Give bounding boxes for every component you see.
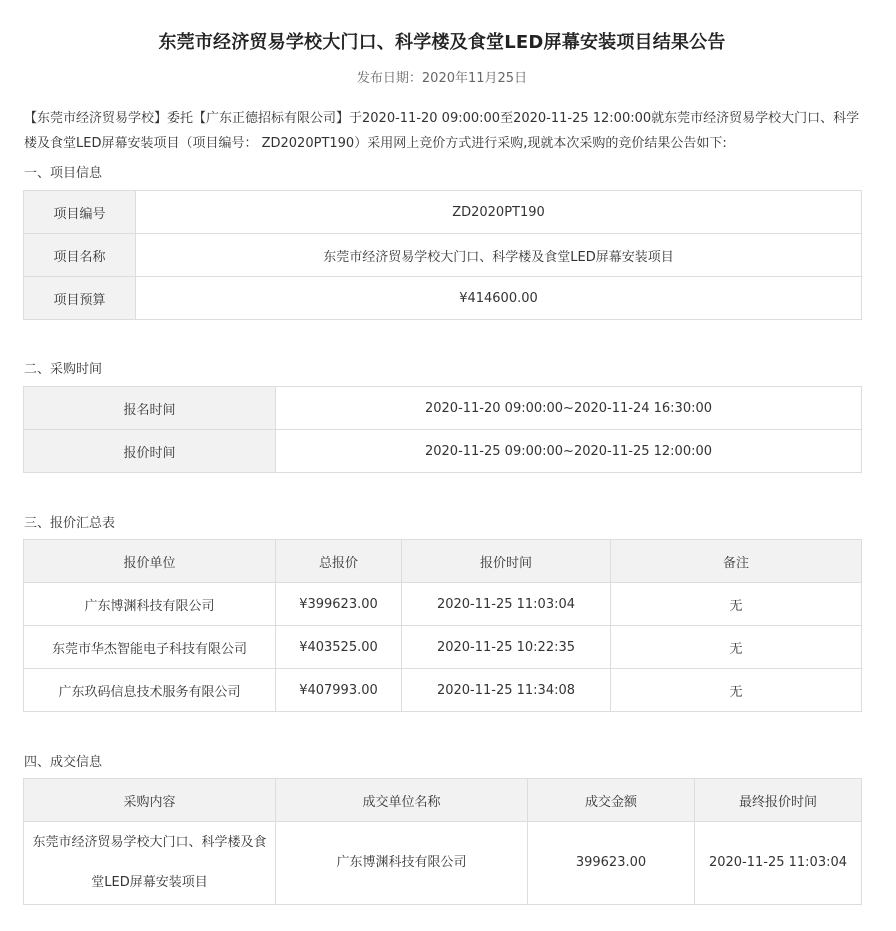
bid-amount: ¥399623.00 — [276, 583, 402, 626]
quote-time-value: 2020-11-25 09:00:00~2020-11-25 12:00:00 — [276, 430, 862, 473]
table-row — [24, 822, 862, 905]
project-name-label: 项目名称 — [24, 234, 136, 277]
bid-amount: ¥407993.00 — [276, 669, 402, 712]
deal-amount: 399623.00 — [528, 822, 695, 905]
bid-remark: 无 — [611, 626, 862, 669]
bid-time: 2020-11-25 10:22:35 — [402, 626, 611, 669]
column-header: 总报价 — [276, 540, 402, 583]
section-heading-time: 二、采购时间 — [24, 362, 103, 377]
intro-paragraph: 【东莞市经济贸易学校】委托【广东正德招标有限公司】于2020-11-20 09:00:00至2020-11-25 12:00:00就东莞市经济贸易学校大门口、科学楼及食堂LED屏幕安装项目（项目编号： ZD2020PT190）采用网上竞价方式进行采购,现就本次采购的竞价结果公告如下: — [24, 111, 860, 151]
publish-date: 发布日期：2020年11月25日 — [356, 71, 528, 86]
project-budget-value: ¥414600.00 — [136, 277, 862, 320]
quote-summary-table — [23, 539, 862, 712]
table-row — [24, 234, 862, 277]
project-number-label: 项目编号 — [24, 191, 136, 234]
section-heading-project: 一、项目信息 — [24, 166, 103, 181]
section-heading-deal: 四、成交信息 — [24, 755, 103, 770]
column-header: 成交金额 — [528, 779, 695, 822]
column-header: 最终报价时间 — [695, 779, 862, 822]
bid-amount: ¥403525.00 — [276, 626, 402, 669]
table-header-row — [24, 779, 862, 822]
bidder-name: 广东玖码信息技术服务有限公司 — [24, 669, 276, 712]
project-name-value: 东莞市经济贸易学校大门口、科学楼及食堂LED屏幕安装项目 — [136, 234, 862, 277]
column-header: 报价时间 — [402, 540, 611, 583]
table-row — [24, 626, 862, 669]
final-quote-time: 2020-11-25 11:03:04 — [695, 822, 862, 905]
project-budget-label: 项目预算 — [24, 277, 136, 320]
procurement-time-table — [23, 386, 862, 473]
table-row — [24, 430, 862, 473]
column-header: 采购内容 — [24, 779, 276, 822]
column-header: 报价单位 — [24, 540, 276, 583]
section-heading-quotes: 三、报价汇总表 — [24, 516, 116, 531]
bidder-name: 广东博渊科技有限公司 — [24, 583, 276, 626]
project-info-table — [23, 190, 862, 320]
table-row — [24, 277, 862, 320]
bid-time: 2020-11-25 11:34:08 — [402, 669, 611, 712]
registration-time-label: 报名时间 — [24, 387, 276, 430]
page-title: 东莞市经济贸易学校大门口、科学楼及食堂LED屏幕安装项目结果公告 — [158, 32, 726, 53]
quote-time-label: 报价时间 — [24, 430, 276, 473]
bid-time: 2020-11-25 11:03:04 — [402, 583, 611, 626]
bid-remark: 无 — [611, 669, 862, 712]
procurement-content: 东莞市经济贸易学校大门口、科学楼及食堂LED屏幕安装项目 — [24, 822, 276, 905]
column-header: 成交单位名称 — [276, 779, 528, 822]
bid-remark: 无 — [611, 583, 862, 626]
column-header: 备注 — [611, 540, 862, 583]
registration-time-value: 2020-11-20 09:00:00~2020-11-24 16:30:00 — [276, 387, 862, 430]
table-row — [24, 583, 862, 626]
deal-info-table — [23, 778, 862, 905]
winner-name: 广东博渊科技有限公司 — [276, 822, 528, 905]
table-row — [24, 191, 862, 234]
table-row — [24, 387, 862, 430]
table-row — [24, 669, 862, 712]
bidder-name: 东莞市华杰智能电子科技有限公司 — [24, 626, 276, 669]
project-number-value: ZD2020PT190 — [136, 191, 862, 234]
table-header-row — [24, 540, 862, 583]
